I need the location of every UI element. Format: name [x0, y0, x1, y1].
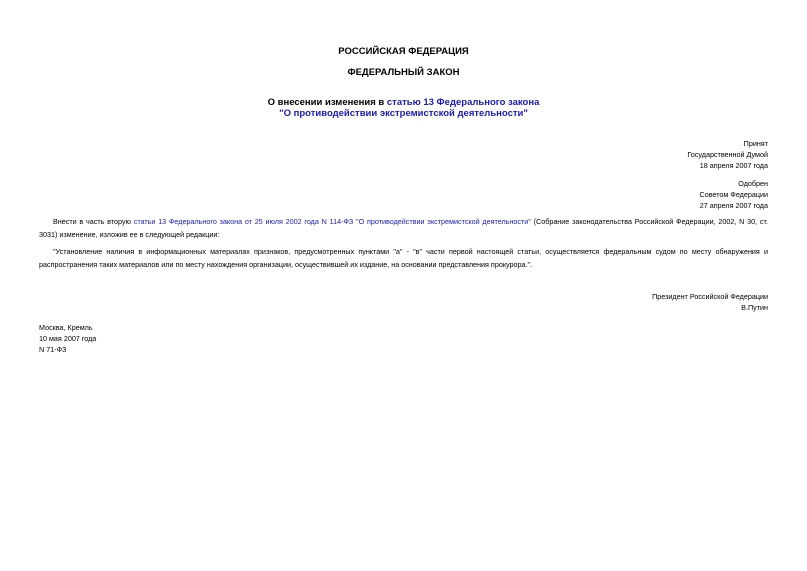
amendment-paragraph [39, 216, 768, 241]
approved-date: 27 апреля 2007 года [699, 201, 768, 210]
paragraph-prefix: Внести в часть вторую [53, 217, 134, 226]
adoption-block [687, 138, 768, 171]
approval-block [700, 178, 768, 211]
law-subject-line-2-link[interactable]: "О противодействии экстремистской деятельности" [279, 108, 528, 119]
article-13-link[interactable]: статью 13 Федерального закона [386, 97, 540, 108]
paragraph-suffix: (Собрание законодательства Российской Федерации, 2002, N 30, ст. 3031) изменение, изложив ее в следующей редакции: [39, 217, 768, 239]
law-subject-prefix: О внесении изменения в [267, 97, 387, 108]
country-heading: РОССИЙСКАЯ ФЕДЕРАЦИЯ [338, 46, 469, 57]
adopted-by: Государственной Думой [687, 150, 768, 159]
approved-label: Одобрен [738, 179, 768, 188]
signing-details-block [39, 322, 96, 355]
adopted-date: 18 апреля 2007 года [699, 161, 768, 170]
document-type-heading: ФЕДЕРАЛЬНЫЙ ЗАКОН [347, 67, 460, 78]
signing-date: 10 мая 2007 года [39, 334, 97, 343]
signature-block [652, 291, 768, 313]
new-wording-paragraph: "Установление наличия в информационных материалах признаков, предусмотренных пунктами "а" - "в" части первой настоящей статьи, осуществляется федеральным судом по месту обнаружения и распространения таких материалов или по месту нахождения организации, осуществившей их издание, на основании представления прокурора.". [39, 247, 768, 269]
law-subject-line-1 [0, 97, 807, 108]
law-number: N 71-ФЗ [39, 345, 67, 354]
signing-place: Москва, Кремль [39, 323, 93, 332]
signatory-name: В.Путин [741, 303, 768, 312]
signatory-position: Президент Российской Федерации [652, 292, 768, 301]
federal-law-114-link[interactable]: статьи 13 Федерального закона от 25 июля 2002 года N 114-ФЗ "О противодействии экстремистской деятельности" [133, 217, 531, 226]
approved-by: Советом Федерации [699, 190, 768, 199]
adopted-label: Принят [743, 139, 768, 148]
